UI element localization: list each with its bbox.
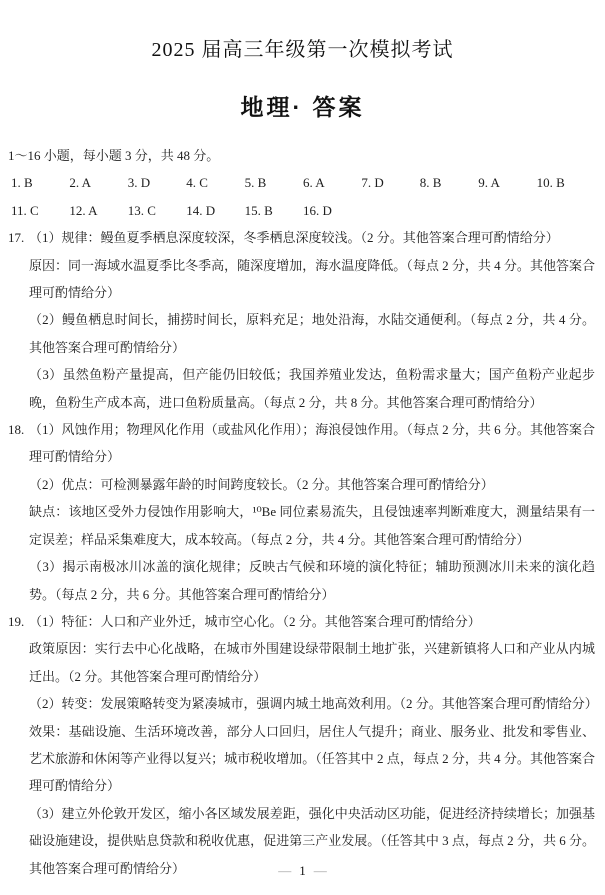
question-17	[8, 224, 595, 416]
answer-paragraph: （2）优点：可检测暴露年龄的时间跨度较长。（2 分。其他答案合理可酌情给分）	[29, 476, 494, 492]
page-title: 2025 届高三年级第一次模拟考试	[151, 39, 454, 61]
answer-paragraph: 效果：基础设施、生活环境改善，部分人口回归，居住人气提升；商业、服务业、批发和零售业、艺术旅游和休闲等产业得以复兴；城市税收增加。（任答其中 2 点，每点 2 分，共 4 分。其他答案合理可酌情给分）	[29, 723, 595, 794]
answer-item: 13. C	[127, 202, 156, 218]
answer-item: 10. B	[536, 175, 565, 191]
answer-item: 7. D	[361, 175, 384, 191]
answer-item: 3. D	[127, 175, 151, 191]
page-number: 1	[299, 863, 306, 878]
answer-item: 16. D	[303, 202, 332, 218]
answer-item: 9. A	[478, 175, 500, 191]
answer-paragraph: 缺点：该地区受外力侵蚀作用影响大，¹⁰Be 同位素易流失，且侵蚀速率判断难度大，测量结果有一定误差；样品采集难度大，成本较高。（每点 2 分，共 4 分。其他答案合理可酌情给分）	[29, 504, 595, 547]
answer-paragraph: 原因：同一海域水温夏季比冬季高，随深度增加，海水温度降低。（每点 2 分，共 4 分。其他答案合理可酌情给分）	[29, 257, 595, 301]
question-17-answers	[29, 224, 595, 416]
question-number: 18.	[8, 422, 25, 438]
footer-dash-left: —	[278, 863, 292, 878]
answer-paragraph: 政策原因：实行去中心化战略，在城市外围建设绿带限制土地扩张，兴建新镇将人口和产业从内城迁出。（2 分。其他答案合理可酌情给分）	[29, 641, 595, 684]
answer-paragraph: （2）转变：发展策略转变为紧凑城市，强调内城土地高效利用。（2 分。其他答案合理可酌情给分）	[29, 696, 598, 712]
question-19	[8, 608, 598, 882]
answer-item: 14. D	[186, 202, 216, 218]
answer-item: 8. B	[419, 175, 442, 191]
answer-item: 12. A	[69, 202, 98, 218]
answer-item: 6. A	[303, 175, 325, 191]
answer-item: 15. B	[244, 202, 273, 218]
answer-item: 4. C	[186, 175, 208, 191]
answer-paragraph: （3）建立外伦敦开发区，缩小各区域发展差距，强化中央活动区功能，促进经济持续增长；加强基础设施建设，提供贴息贷款和税收优惠，促进第三产业发展。（任答其中 3 点，每点 2 分，共 6 分。其他答案合理可酌情给分）	[29, 805, 595, 876]
question-18-answers	[29, 416, 595, 608]
answer-paragraph: （1）特征：人口和产业外迁，城市空心化。（2 分。其他答案合理可酌情给分）	[29, 613, 481, 629]
answer-paragraph: （3）虽然鱼粉产量提高，但产能仍旧较低；我国养殖业发达，鱼粉需求量大；国产鱼粉产业起步晚，鱼粉生产成本高，进口鱼粉质量高。（每点 2 分，共 8 分。其他答案合理可酌情给分）	[29, 367, 595, 410]
mcq-answer-grid	[8, 169, 595, 224]
question-number: 19.	[8, 613, 25, 629]
footer-dash-right: —	[313, 863, 327, 878]
answer-paragraph: （1）风蚀作用；物理风化作用（或盐风化作用）；海浪侵蚀作用。（每点 2 分，共 6 分。其他答案合理可酌情给分）	[29, 422, 595, 465]
question-19-answers	[29, 608, 598, 882]
answer-body	[8, 142, 598, 882]
answer-paragraph: （2）鳗鱼栖息时间长，捕捞时间长，原料充足；地处沿海，水陆交通便利。（每点 2 分，共 4 分。其他答案合理可酌情给分）	[29, 312, 595, 355]
mcq-scoring-note: 1～16 小题，每小题 3 分，共 48 分。	[8, 148, 220, 163]
answer-paragraph: （1）规律：鳗鱼夏季栖息深度较深，冬季栖息深度较浅。（2 分。其他答案合理可酌情给分）	[29, 230, 559, 246]
answer-item: 5. B	[244, 175, 267, 191]
page-footer	[0, 863, 605, 879]
question-18	[8, 416, 595, 608]
subject-answer-heading: 地理· 答案	[240, 94, 365, 120]
answer-paragraph: （3）揭示南极冰川冰盖的演化规律；反映古气候和环境的演化特征；辅助预测冰川未来的演化趋势。（每点 2 分，共 6 分。其他答案合理可酌情给分）	[29, 559, 595, 602]
answer-item: 11. C	[11, 202, 39, 218]
answer-item: 2. A	[69, 175, 92, 191]
question-number: 17.	[8, 230, 25, 246]
answer-item: 1. B	[11, 175, 33, 191]
